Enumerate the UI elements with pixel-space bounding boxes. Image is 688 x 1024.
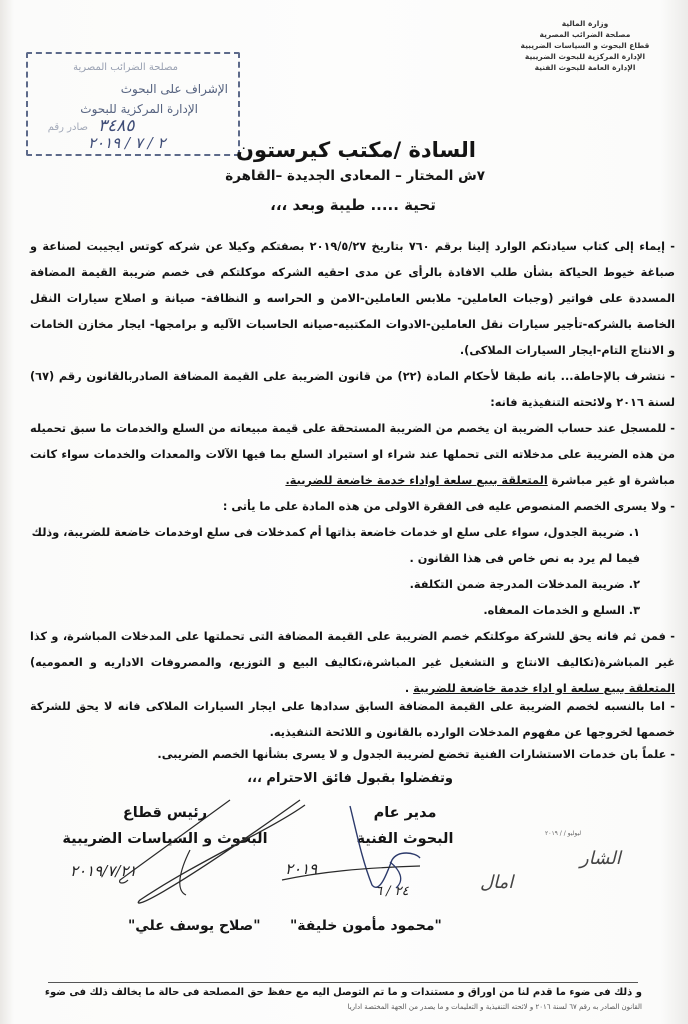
closing: وتفضلوا بقبول فائق الاحترام ،،، <box>247 771 453 786</box>
paragraph-article-22: - نتشرف بالإحاطة... بانه طبقا لأحكام المادة (٢٢) من قانون الضريبة على القيمة المضافة الصادربالقانون رقم (٦٧) لسنة ٢٠١٦ ولائحته التنفيذية فانه: <box>30 370 675 409</box>
letterhead <box>510 18 660 73</box>
footer-note <box>44 986 642 1014</box>
footer-line: القانون الصادر به رقم ٦٧ لسنة ٢٠١٦ و لائحته التنفيذية و التعليمات و ما يصدر من الجهة المختصة اداريا <box>347 1003 642 1011</box>
stamp-date: ٢ / ٧ / ٢٠١٩ <box>88 134 166 152</box>
signature-title: رئيس قطاع <box>122 805 208 821</box>
handwritten-note: الشار <box>580 848 621 869</box>
stamp-line: الإشراف على البحوث <box>120 82 228 96</box>
signature-title: مدير عام <box>373 805 437 821</box>
paragraph-exclusions: - ولا يسرى الخصم المنصوص عليه فى الفقرة الاولى من هذه المادة على ما يأتى : <box>222 500 675 513</box>
item-number: ١. <box>628 526 640 539</box>
conclusion-end: . <box>404 682 414 695</box>
exclusion-item <box>30 520 640 572</box>
signature-department: البحوث الفنية <box>356 831 454 847</box>
letterhead-line: الإدارة المركزية للبحوث الضريبية <box>524 52 646 61</box>
handwritten-date: ٢٠١٩ <box>285 860 318 878</box>
letterhead-line: قطاع البحوث و السياسات الضريبية <box>520 41 650 50</box>
deduction-rule-text: - للمسجل عند حساب الضريبة ان يخصم من الضريبة المستحقة على قيمة مبيعاته من السلع والخدمات ما سبق تحميله من هذه الضريبة على مدخلاته التى تحملها عند شراء او استيراد السلع بما فيها الآلات والمعدات والخدمات سواء كانت مباشرة او غير مباشرة <box>30 422 675 487</box>
stamp-line: الإدارة المركزية للبحوث <box>80 102 198 116</box>
paragraph-reference: - إيماء إلى كتاب سيادتكم الوارد إلينا برقم ٧٦٠ بتاريخ ٢٠١٩/٥/٢٧ بصفتكم وكيلا عن شركه كوتس ايجيبت لصناعة و صباغة خيوط الحياكة بشأن طلب الافادة بالرأى عن مدى احقيه الشركه موكلتكم فى خصم ضريبة القيمة المضافة المسددة على فواتير (وجبات العاملين- ملابس العاملين-الامن و الحراسه و النظافة- صيانة و اصلاح سيارات النقل الخاصة بالشركه-تأجير سيارات نقل العاملين-الادوات المكتبيه-صيانه الحاسبات الآليه و برامجها- ايجار مخازن الخامات و الانتاج التام-ايجار السيارات الملاكى). <box>30 240 675 357</box>
letterhead-line: وزارة المالية <box>561 19 609 28</box>
handwritten-date: ٢٠١٩/٧/٢١ <box>70 862 137 880</box>
greeting: تحية ..... طيبة وبعد ،،، <box>270 196 436 214</box>
outgoing-stamp <box>26 52 240 156</box>
handwritten-date: ٢٤ / ٦ <box>375 884 409 899</box>
addressee: السادة /مكتب كيرستون <box>236 138 476 162</box>
exclusion-item <box>30 572 640 598</box>
conclusion-text: - فمن ثم فانه يحق للشركة موكلتكم خصم الضريبة على القيمة المضافة التى تحملتها على المدخلات المباشرة، و كذا غير المباشرة(تكاليف الانتاج و التشغيل غير المباشرة،تكاليف البيع و التوزيع، والمصروفات الاداريه و العموميه) <box>30 630 675 669</box>
item-number: ٣. <box>628 604 640 617</box>
paragraph-conclusion <box>30 624 675 702</box>
signatory-name: "محمود مأمون خليفة" <box>290 918 442 934</box>
exclusion-item <box>30 598 640 624</box>
signature-department: البحوث و السياسات الضريبية <box>62 831 268 847</box>
signature-stroke <box>180 850 190 895</box>
address: ٧ش المختار – المعادى الجديدة –القاهرة <box>225 168 485 184</box>
stamp-line: مصلحة الضرائب المصرية <box>73 62 178 73</box>
paragraph-car-rental: - اما بالنسبه لخصم الضريبة على القيمة المضافة السابق سدادها على ايجار السيارات الملاكى فانه لا يحق للشركة خصمها لخروجها عن مفهوم المدخلات الوارده بالقانون و اللائحة التنفيذيه. <box>30 700 675 739</box>
conclusion-underlined: المتعلقة ببيع سلعة او اداء خدمة خاضعة للضريبة <box>413 682 675 695</box>
footer-divider <box>48 982 638 983</box>
signatory-name: "صلاح يوسف علي" <box>128 918 261 934</box>
item-text: ضريبة المدخلات المدرجة ضمن التكلفة. <box>409 578 625 591</box>
letterhead-line: مصلحة الضرائب المصرية <box>539 30 631 39</box>
stamp-number: ٣٤٨٥ <box>98 116 135 136</box>
stamp-line: صادر رقم <box>47 122 88 133</box>
item-number: ٢. <box>628 578 640 591</box>
exclusion-list <box>30 520 640 624</box>
date-reference: ليوليو / / ٢٠١٩ <box>545 830 582 837</box>
letterhead-line: الإدارة العامة للبحوث الفنية <box>534 63 636 72</box>
deduction-rule-underlined: المتعلقة ببيع سلعة اواداء خدمة خاضعة للضريبة. <box>285 474 548 487</box>
item-text: السلع و الخدمات المعفاه. <box>483 604 625 617</box>
handwritten-note: امال <box>480 872 514 893</box>
paragraph-consulting: - علماً بان خدمات الاستشارات الفنية تخضع لضريبة الجدول و لا يسرى بشأنها الخصم الضريبى. <box>157 748 675 761</box>
item-text: ضريبة الجدول، سواء على سلع او خدمات خاضعة بذاتها أم كمدخلات فى سلع اوخدمات خاضعة للضريبة، وذلك فيما لم يرد به نص خاص فى هذا القانون . <box>31 526 640 565</box>
signature-sector-head <box>50 800 280 852</box>
paragraph-deduction-rule <box>30 416 675 494</box>
footer-line: و ذلك فى ضوء ما قدم لنا من اوراق و مستندات و ما تم التوصل اليه مع حفظ حق المصلحة فى حالة ما يخالف ذلك فى ضوء <box>44 987 642 998</box>
signature-director-general <box>330 800 480 852</box>
